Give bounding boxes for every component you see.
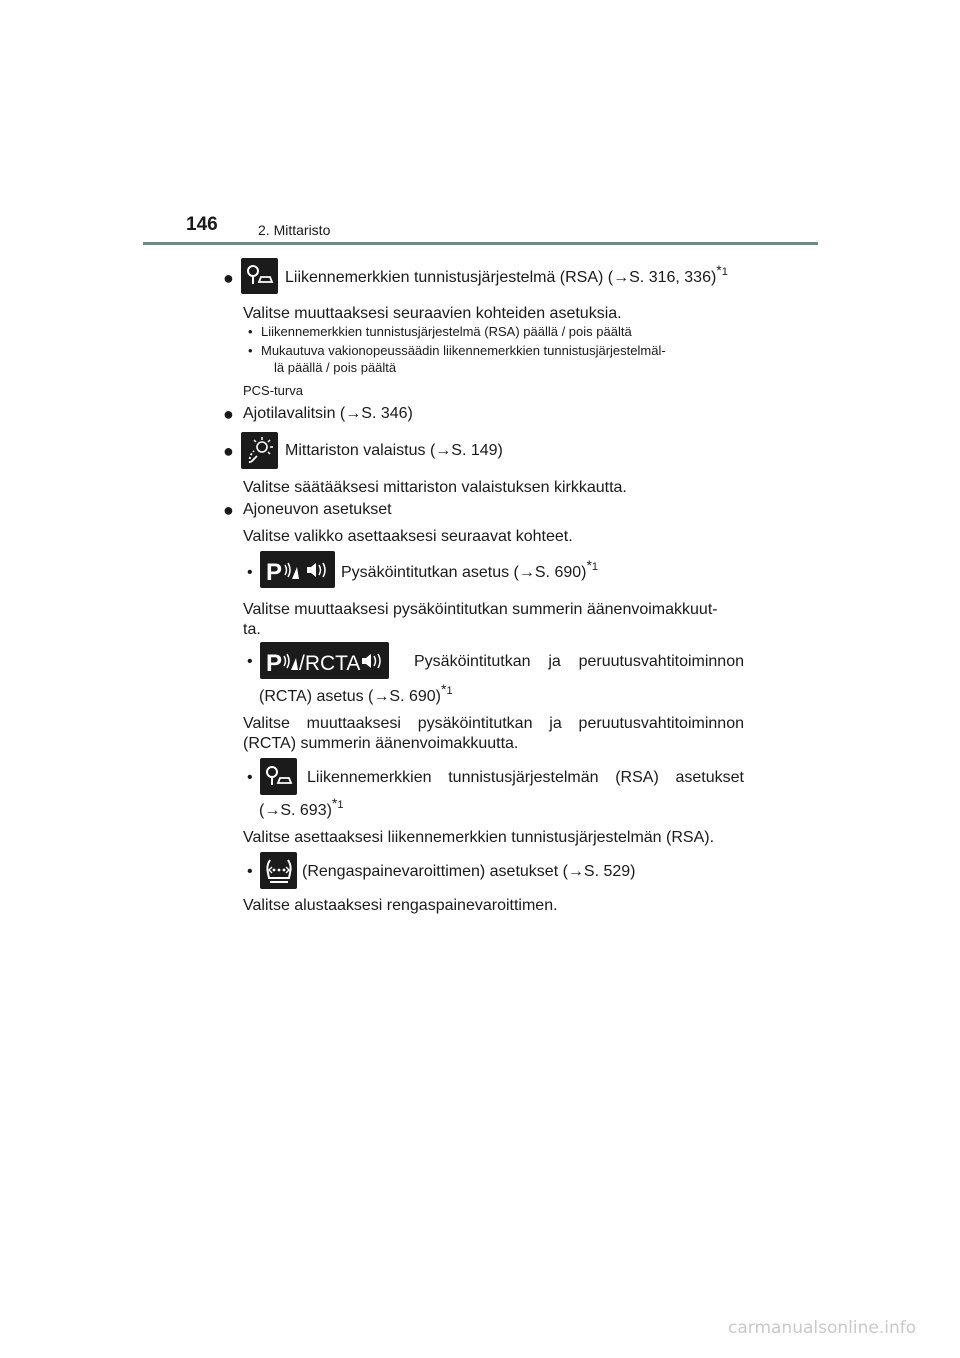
rcta-description-cont: (RCTA) summerin äänenvoimakkuutta. <box>243 735 519 752</box>
rsa-settings-title: Liikennemerkkien tunnistusjärjestelmän (RSA) asetukset <box>307 769 744 786</box>
tire-pressure-item: (Rengaspainevaroittimen) asetukset (→S. 529) <box>302 863 636 880</box>
rsa-settings-description: Valitse asettaaksesi liikennemerkkien tunnistusjärjestelmän (RSA). <box>243 829 715 846</box>
arrow-symbol: → <box>613 269 630 286</box>
pcs-label: PCS-turva <box>243 383 303 398</box>
meter-lighting-item: Mittariston valaistus (→S. 149) <box>285 442 503 459</box>
watermark: carmanualsonline.info <box>728 1318 917 1338</box>
rsa-option-1: Liikennemerkkien tunnistusjärjestelmä (RSA) päällä / pois päältä <box>261 324 632 339</box>
bullet: ● <box>223 500 234 520</box>
sub-bullet: • <box>248 324 253 339</box>
rcta-item-title: Pysäköintitutkan ja peruutusvahtitoiminnon <box>414 653 744 670</box>
rsa-settings-title-cont: (→S. 693)$^{*1}$ <box>259 795 344 819</box>
arrow-symbol: → <box>345 405 362 422</box>
svg-text:P: P <box>265 649 282 676</box>
bullet: ● <box>223 441 234 461</box>
tire-pressure-description: Valitse alustaaksesi rengaspainevaroittimen. <box>243 897 558 914</box>
rsa-item-title: Liikennemerkkien tunnistusjärjestelmä (RSA) (→S. 316, 336)$^{*1}$ <box>285 262 728 286</box>
traffic-sign-car-icon <box>241 258 278 294</box>
parking-sensor-item: Pysäköintitutkan asetus (→S. 690)$^{*1}$ <box>341 557 599 581</box>
bullet: ● <box>223 268 234 288</box>
sub-bullet: • <box>247 564 253 581</box>
arrow-symbol: → <box>518 564 535 581</box>
rcta-item-title-cont: (RCTA) asetus (→S. 690)$^{*1}$ <box>259 681 453 705</box>
sub-bullet: • <box>248 343 253 358</box>
parking-sensor-description: Valitse muuttaaksesi pysäköintitutkan summerin äänenvoimakkuut- <box>243 601 718 618</box>
rsa-description: Valitse muuttaaksesi seuraavien kohteiden asetuksia. <box>243 305 622 322</box>
rsa-option-2: Mukautuva vakionopeussäädin liikennemerkkien tunnistusjärjestelmäl- <box>261 343 666 358</box>
rcta-description: Valitse muuttaaksesi pysäköintitutkan ja peruutusvahtitoiminnon <box>243 715 744 732</box>
arrow-symbol: → <box>264 802 281 819</box>
vehicle-settings-description: Valitse valikko asettaaksesi seuraavat kohteet. <box>243 528 573 545</box>
arrow-symbol: → <box>435 442 452 459</box>
traffic-sign-car-icon <box>260 758 297 795</box>
rcta-icon <box>260 642 389 679</box>
arrow-symbol: → <box>567 863 584 880</box>
drive-mode-item: Ajotilavalitsin (→S. 346) <box>243 405 413 422</box>
parking-sensor-description-cont: ta. <box>243 621 261 638</box>
parking-sensor-icon <box>260 551 335 588</box>
bullet: ● <box>223 404 234 424</box>
sub-bullet: • <box>247 863 253 880</box>
svg-text:P: P <box>265 558 282 585</box>
sub-bullet: • <box>247 769 253 786</box>
page-number: 146 <box>186 214 218 235</box>
rsa-option-2-cont: lä päällä / pois päältä <box>274 360 397 375</box>
section-title: 2. Mittaristo <box>258 222 331 238</box>
vehicle-settings-title: Ajoneuvon asetukset <box>243 501 392 518</box>
header-divider <box>143 242 818 245</box>
tire-pressure-icon <box>260 852 297 889</box>
sub-bullet: • <box>247 653 253 670</box>
dashboard-light-icon <box>241 432 278 469</box>
arrow-symbol: → <box>373 688 390 705</box>
meter-lighting-description: Valitse säätääksesi mittariston valaistuksen kirkkautta. <box>243 479 627 496</box>
svg-text:/RCTA: /RCTA <box>298 651 360 675</box>
